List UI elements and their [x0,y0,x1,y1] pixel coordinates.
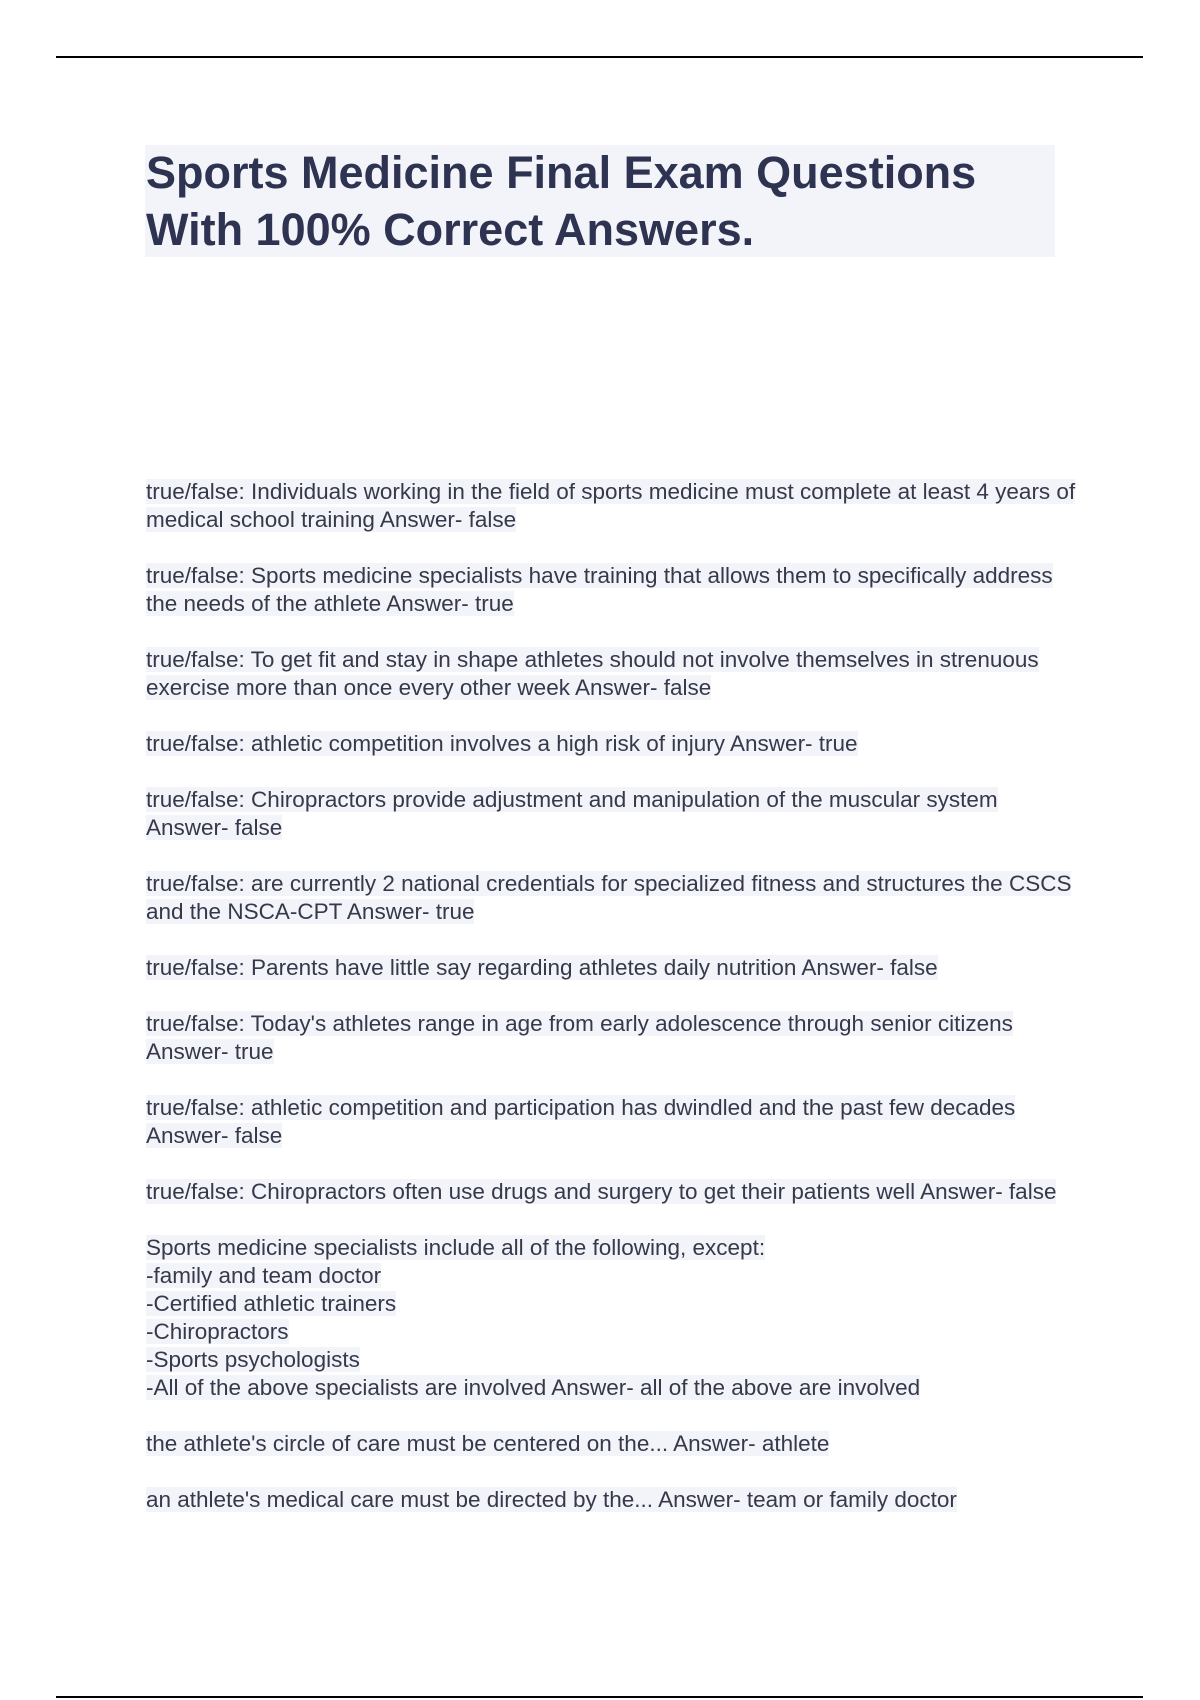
qa-text: Sports medicine specialists include all of the following, except: -family and team doctor -Certified athletic trainers -Chiropractors -Sports psychologists -All of the above specialists are involved Answer- all of the above are involved [146,1235,921,1400]
qa-text: true/false: Chiropractors provide adjustment and manipulation of the muscular system Answer- false [146,787,998,840]
qa-item [146,954,1076,982]
qa-text: true/false: To get fit and stay in shape athletes should not involve themselves in strenuous exercise more than once every other week Answer- false [146,647,1039,700]
question-answer-list [146,478,1076,1542]
qa-text: true/false: are currently 2 national credentials for specialized fitness and structures the CSCS and the NSCA-CPT Answer- true [146,871,1072,924]
qa-item [146,646,1076,702]
qa-text: true/false: athletic competition involves a high risk of injury Answer- true [146,731,858,756]
qa-item [146,1486,1076,1514]
document-title: Sports Medicine Final Exam Questions With 100% Correct Answers. [146,147,977,255]
qa-item [146,562,1076,618]
qa-item [146,1010,1076,1066]
qa-text: true/false: Today's athletes range in age from early adolescence through senior citizens Answer- true [146,1011,1013,1064]
qa-text: true/false: Individuals working in the field of sports medicine must complete at least 4 years of medical school training Answer- false [146,479,1076,532]
qa-item [146,786,1076,842]
footer-rule [56,1696,1143,1698]
qa-item [146,1430,1076,1458]
qa-item [146,478,1076,534]
qa-text: an athlete's medical care must be directed by the... Answer- team or family doctor [146,1487,957,1512]
header-rule [56,56,1143,58]
qa-item [146,870,1076,926]
qa-text: true/false: Chiropractors often use drugs and surgery to get their patients well Answer- false [146,1179,1057,1204]
qa-text: the athlete's circle of care must be centered on the... Answer- athlete [146,1431,830,1456]
qa-text: true/false: athletic competition and participation has dwindled and the past few decades Answer- false [146,1095,1016,1148]
qa-item [146,1094,1076,1150]
qa-text: true/false: Parents have little say regarding athletes daily nutrition Answer- false [146,955,938,980]
qa-item [146,1178,1076,1206]
qa-item [146,1234,1076,1402]
qa-item [146,730,1076,758]
qa-text: true/false: Sports medicine specialists have training that allows them to specifically address the needs of the athlete Answer- true [146,563,1053,616]
